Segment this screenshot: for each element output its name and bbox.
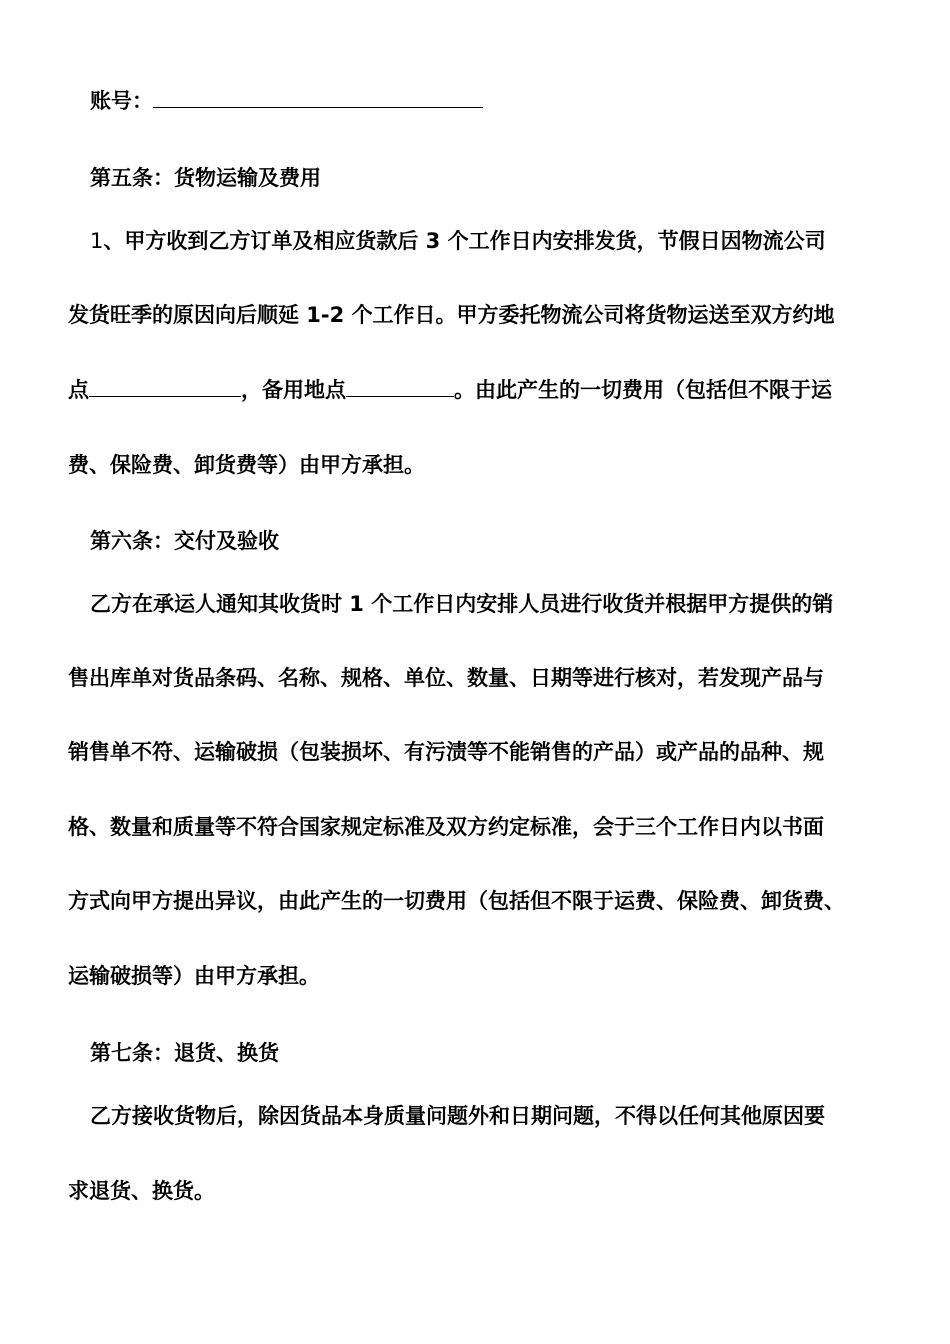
article6-line-4: 格、数量和质量等不符合国家规定标准及双方约定标准，会于三个工作日内以书面 <box>68 815 824 839</box>
article7-line-2: 求退货、换货。 <box>68 1179 215 1203</box>
article5-item-number: 1 <box>90 229 104 253</box>
article5-line-4: 费、保险费、卸货费等）由甲方承担。 <box>68 453 425 477</box>
article6-heading: 第六条：交付及验收 <box>90 529 279 553</box>
article5-line-3-part3: 。由此产生的一切费用（包括但不限于运 <box>454 378 832 402</box>
account-blank[interactable] <box>153 87 483 108</box>
article5-heading: 第五条：货物运输及费用 <box>90 166 321 190</box>
article7-heading: 第七条：退货、换货 <box>90 1041 279 1065</box>
article5-line-2: 发货旺季的原因向后顺延 1-2 个工作日。甲方委托物流公司将货物运送至双方约地 <box>68 303 835 327</box>
article6-line-6: 运输破损等）由甲方承担。 <box>68 964 320 988</box>
article6-line-1: 乙方在承运人通知其收货时 1 个工作日内安排人员进行收货并根据甲方提供的销 <box>90 592 834 616</box>
article7-line-1: 乙方接收货物后，除因货品本身质量问题外和日期问题，不得以任何其他原因要 <box>90 1104 825 1128</box>
article6-line-5: 方式向甲方提出异议，由此产生的一切费用（包括但不限于运费、保险费、卸货费、 <box>68 889 845 913</box>
article5-line-3-part1: 点 <box>68 378 89 402</box>
backup-location-blank[interactable] <box>346 376 454 397</box>
article5-line-3-part2: ，备用地点 <box>241 378 346 402</box>
article5-line-3 <box>68 376 832 404</box>
article5-line-1 <box>90 227 826 255</box>
delivery-location-blank[interactable] <box>89 376 241 397</box>
article5-line-1-text: 、甲方收到乙方订单及相应货款后 3 个工作日内安排发货，节假日因物流公司 <box>103 229 826 253</box>
account-label: 账号： <box>90 89 153 113</box>
article6-line-2: 售出库单对货品条码、名称、规格、单位、数量、日期等进行核对，若发现产品与 <box>68 666 824 690</box>
article6-line-3: 销售单不符、运输破损（包装损坏、有污渍等不能销售的产品）或产品的品种、规 <box>68 740 824 764</box>
account-line <box>90 87 483 115</box>
